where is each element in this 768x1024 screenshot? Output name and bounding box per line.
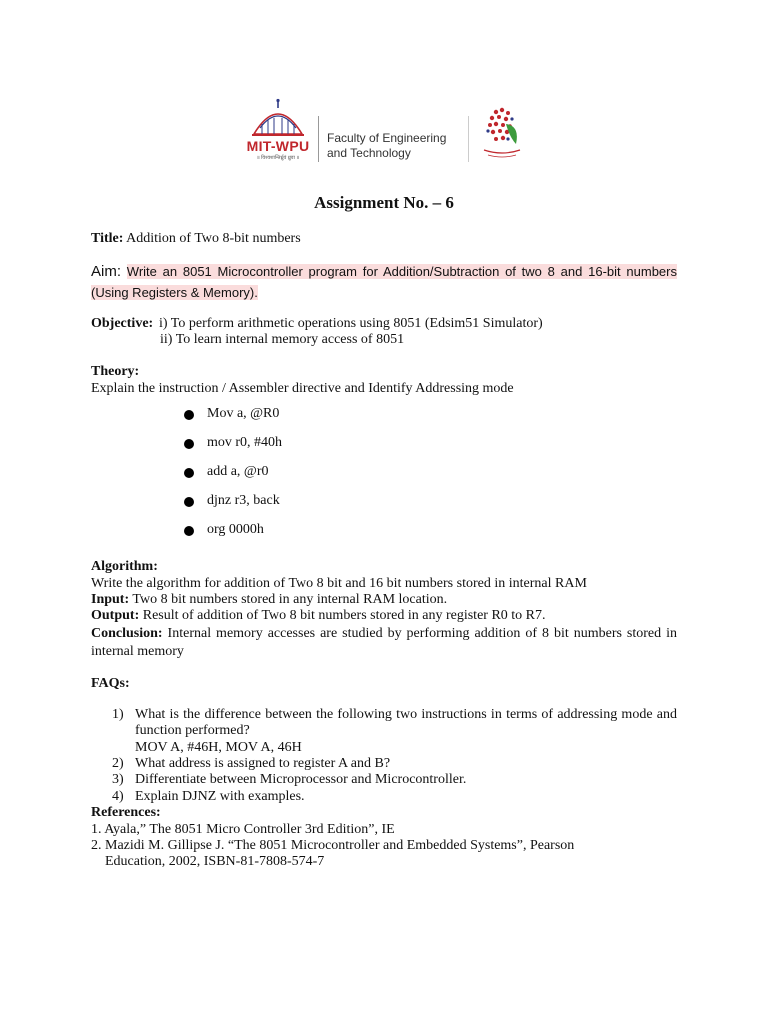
bullet-dot-icon — [184, 497, 194, 507]
conclusion-paragraph — [91, 625, 677, 661]
bullet-dot-icon — [184, 468, 194, 478]
bullet-dot-icon — [184, 526, 194, 536]
reference-1: 1. Ayala,” The 8051 Micro Controller 3rd Edition”, IE — [91, 822, 395, 837]
faq-text: Explain DJNZ with examples. — [135, 789, 305, 804]
theory-intro: Explain the instruction / Assembler directive and Identify Addressing mode — [91, 381, 514, 396]
dome-icon — [248, 98, 308, 138]
title-text: Addition of Two 8-bit numbers — [123, 231, 301, 246]
aim-label: Aim: — [91, 263, 121, 280]
theory-bullet-text: mov r0, #40h — [207, 435, 283, 450]
faq-number: 2) — [112, 756, 124, 771]
bullet-dot-icon — [184, 439, 194, 449]
objective-label: Objective: — [91, 316, 154, 331]
aim-text: Write an 8051 Microcontroller program for Addition/Subtraction of two 8 and 16-bit numbers (Using Registers & Memory). — [91, 264, 677, 300]
faq-text: Differentiate between Microprocessor and Microcontroller. — [135, 772, 467, 787]
theory-bullet-text: org 0000h — [207, 522, 264, 537]
header-divider — [318, 116, 319, 162]
aim-paragraph — [91, 261, 677, 303]
algorithm-heading: Algorithm: — [91, 559, 158, 574]
faq-item — [0, 772, 768, 788]
input-label: Input: — [91, 592, 130, 607]
output-label: Output: — [91, 608, 140, 623]
faculty-line-1: Faculty of Engineering — [327, 131, 447, 145]
theory-heading: Theory: — [91, 364, 140, 379]
input-line — [91, 592, 677, 608]
mit-wpu-logo — [240, 98, 316, 166]
algorithm-text: Write the algorithm for addition of Two 8 bit and 16 bit numbers stored in internal RAM — [91, 576, 587, 591]
output-line — [91, 608, 677, 624]
objective-item-1: i) To perform arithmetic operations using 8051 (Edsim51 Simulator) — [159, 316, 543, 331]
title-label: Title: — [91, 231, 124, 246]
faq-number: 4) — [112, 789, 124, 804]
reference-2-continued: Education, 2002, ISBN-81-7808-574-7 — [105, 854, 325, 869]
conclusion-text: Internal memory accesses are studied by performing addition of 8 bit numbers stored in internal memory — [91, 626, 677, 659]
faq-text: What address is assigned to register A and B? — [135, 756, 391, 771]
faq-item — [0, 789, 768, 805]
faq-extra: MOV A, #46H, MOV A, 46H — [135, 740, 302, 755]
reference-2: 2. Mazidi M. Gillipse J. “The 8051 Microcontroller and Embedded Systems”, Pearson — [91, 838, 575, 853]
objective-item-2: ii) To learn internal memory access of 8051 — [160, 332, 405, 347]
assignment-heading: Assignment No. – 6 — [314, 193, 454, 212]
brand-tagline: ॥ विश्वशान्तिर्ध्रुवं ध्रुवा ॥ — [256, 155, 300, 161]
faq-number: 1) — [112, 707, 124, 722]
input-text: Two 8 bit numbers stored in any internal RAM location. — [129, 592, 448, 607]
bullet-dot-icon — [184, 410, 194, 420]
brand-name: MIT-WPU — [246, 138, 310, 154]
title-line — [91, 231, 677, 247]
theory-bullet-text: add a, @r0 — [207, 464, 269, 479]
faqs-heading: FAQs: — [91, 676, 130, 691]
faculty-name — [327, 131, 467, 161]
conclusion-label: Conclusion: — [91, 626, 163, 641]
references-heading: References: — [91, 805, 161, 820]
faq-item — [0, 707, 768, 741]
flower-emblem-icon — [476, 104, 528, 166]
header-divider-2 — [468, 116, 469, 162]
faq-item — [0, 756, 768, 772]
emblem-logo — [476, 104, 528, 166]
faq-text: What is the difference between the following two instructions in terms of addressing mode and function performed? — [135, 707, 677, 738]
theory-bullet-text: djnz r3, back — [207, 493, 280, 508]
page-header — [240, 98, 530, 168]
output-text: Result of addition of Two 8 bit numbers stored in any register R0 to R7. — [139, 608, 546, 623]
theory-bullet-text: Mov a, @R0 — [207, 406, 280, 421]
faculty-line-2: and Technology — [327, 146, 411, 160]
faq-number: 3) — [112, 772, 124, 787]
